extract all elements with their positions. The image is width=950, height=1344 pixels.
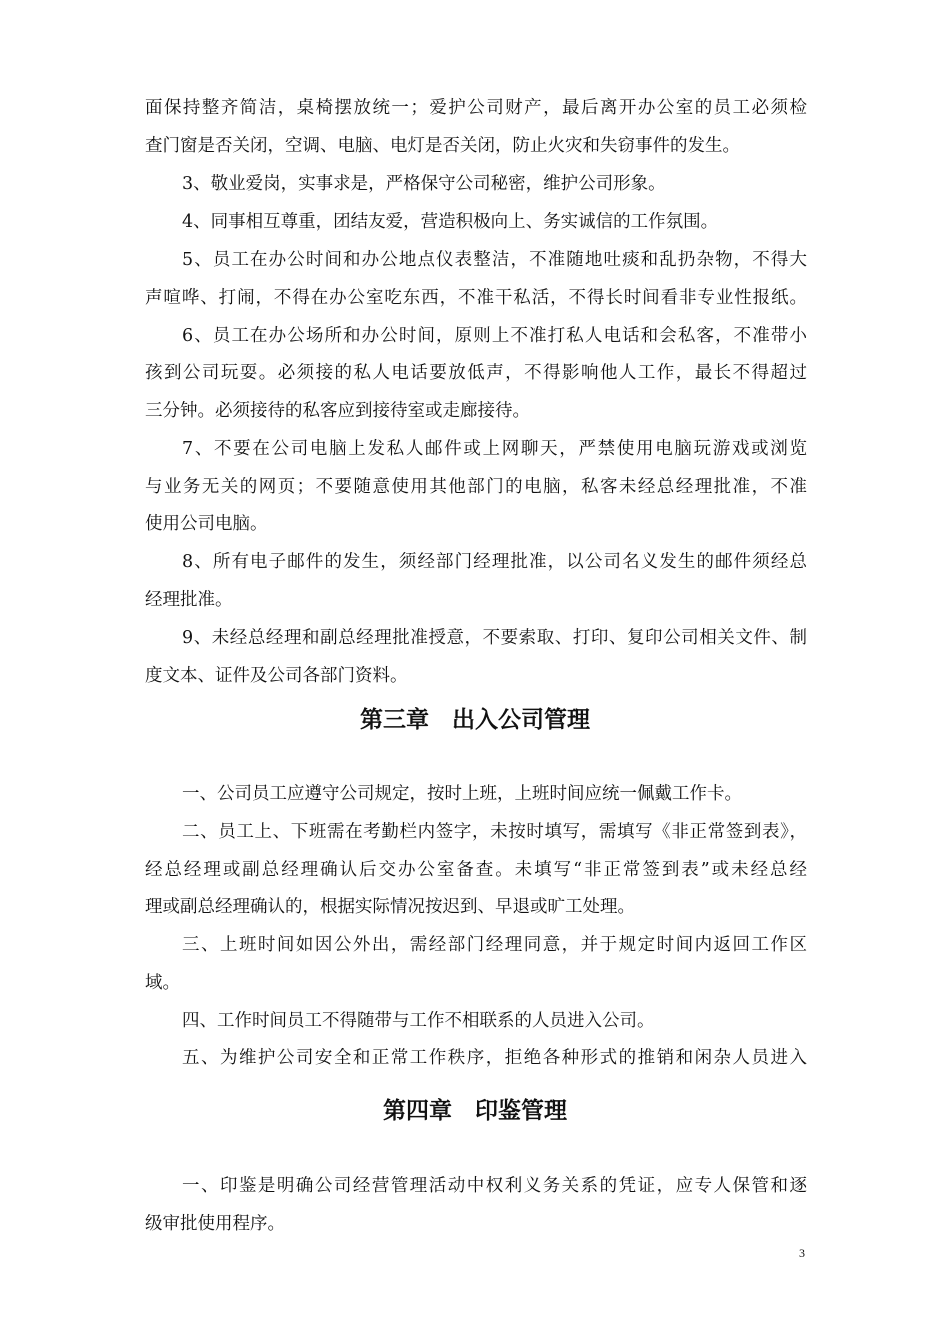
rule-item-6: 6、员工在办公场所和办公时间，原则上不准打私人电话和会私客，不准带小: [182, 326, 807, 346]
paragraph-line: 域。: [145, 973, 180, 993]
chapter-4-title: 第四章 印鉴管理: [383, 1098, 567, 1124]
paragraph-line: 声喧哗、打闹，不得在办公室吃东西，不准干私活，不得长时间看非专业性报纸。: [145, 288, 807, 308]
paragraph-line: 使用公司电脑。: [145, 514, 268, 534]
chapter-3-item-1: 一、公司员工应遵守公司规定，按时上班，上班时间应统一佩戴工作卡。: [182, 784, 742, 804]
chapter-4-item-1: 一、印鉴是明确公司经营管理活动中权利义务关系的凭证，应专人保管和逐: [182, 1176, 807, 1196]
chapter-3-item-3: 三、上班时间如因公外出，需经部门经理同意，并于规定时间内返回工作区: [182, 935, 807, 955]
rule-item-5: 5、员工在办公时间和办公地点仪表整洁，不准随地吐痰和乱扔杂物，不得大: [182, 250, 807, 270]
chapter-3-item-4: 四、工作时间员工不得随带与工作不相联系的人员进入公司。: [182, 1011, 655, 1031]
paragraph-line: 度文本、证件及公司各部门资料。: [145, 666, 408, 686]
paragraph-line: 查门窗是否关闭，空调、电脑、电灯是否关闭，防止火灾和失窃事件的发生。: [145, 136, 740, 156]
rule-item-8: 8、所有电子邮件的发生，须经部门经理批准，以公司名义发生的邮件须经总: [182, 552, 807, 572]
paragraph-line: 孩到公司玩耍。必须接的私人电话要放低声，不得影响他人工作，最长不得超过: [145, 363, 807, 383]
paragraph-line: 级审批使用程序。: [145, 1214, 285, 1234]
paragraph-line: 理或副总经理确认的，根据实际情况按迟到、早退或旷工处理。: [145, 897, 635, 917]
rule-item-9: 9、未经总经理和副总经理批准授意，不要索取、打印、复印公司相关文件、制: [182, 628, 807, 648]
chapter-3-item-5: 五、为维护公司安全和正常工作秩序，拒绝各种形式的推销和闲杂人员进入: [182, 1048, 807, 1068]
rule-item-7: 7、不要在公司电脑上发私人邮件或上网聊天，严禁使用电脑玩游戏或浏览: [182, 439, 807, 459]
paragraph-line: 面保持整齐简洁，桌椅摆放统一；爱护公司财产，最后离开办公室的员工必须检: [145, 98, 807, 118]
rule-item-3: 3、敬业爱岗，实事求是，严格保守公司秘密，维护公司形象。: [182, 174, 666, 194]
chapter-3-item-2: 二、员工上、下班需在考勤栏内签字，未按时填写，需填写《非正常签到表》，: [182, 822, 807, 842]
paragraph-line: 经理批准。: [145, 590, 233, 610]
page-number: 3: [799, 1246, 805, 1260]
paragraph-line: 三分钟。必须接待的私客应到接待室或走廊接待。: [145, 401, 530, 421]
paragraph-line: 经总经理或副总经理确认后交办公室备查。未填写“非正常签到表”或未经总经: [145, 860, 807, 880]
chapter-3-title: 第三章 出入公司管理: [360, 707, 590, 733]
paragraph-line: 与业务无关的网页；不要随意使用其他部门的电脑，私客未经总经理批准，不准: [145, 477, 807, 497]
rule-item-4: 4、同事相互尊重，团结友爱，营造积极向上、务实诚信的工作氛围。: [182, 212, 719, 232]
